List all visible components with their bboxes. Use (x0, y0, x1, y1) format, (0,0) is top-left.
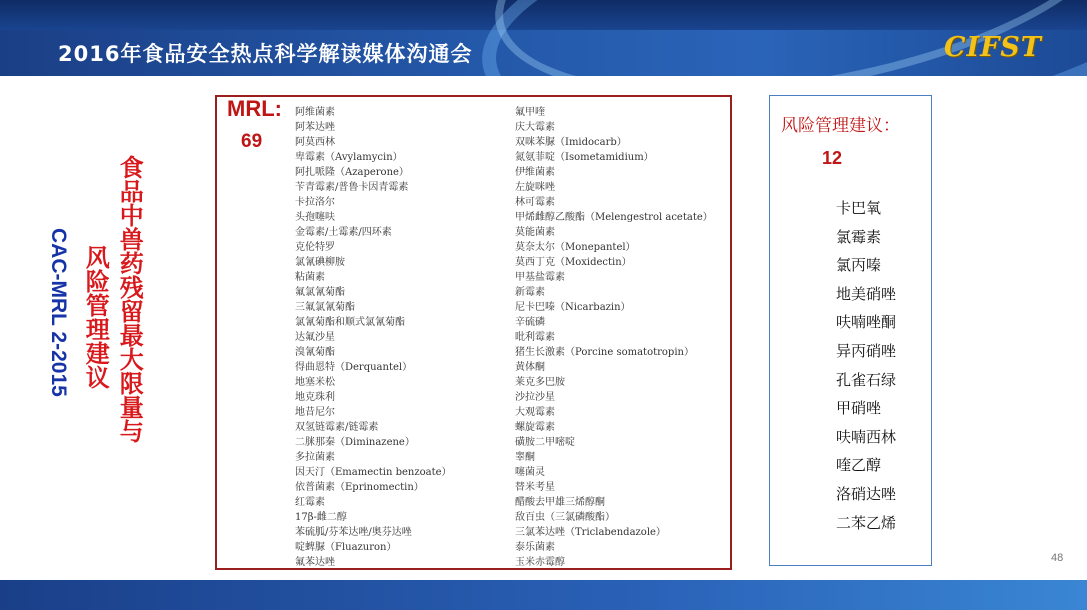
mrl-item: 阿莫西林 (295, 137, 335, 148)
standard-code-title: CAC-MRL 2-2015 (47, 228, 70, 397)
mrl-item: 伊维菌素 (515, 167, 555, 178)
mrl-item: 庆大霉素 (515, 122, 555, 133)
risk-advice-item: 氯丙嗪 (836, 256, 882, 275)
header-title: 2016年食品安全热点科学解读媒体沟通会 (58, 42, 473, 66)
risk-advice-item: 甲硝唑 (836, 399, 882, 418)
mrl-item: 莱克多巴胺 (515, 377, 565, 388)
mrl-item: 黄体酮 (515, 362, 545, 373)
mrl-item: 甲烯雌醇乙酸酯（Melengestrol acetate） (515, 212, 713, 223)
mrl-item: 克伦特罗 (295, 242, 335, 253)
mrl-item: 地克珠利 (295, 392, 335, 403)
mrl-item: 猪生长激素（Porcine somatotropin） (515, 347, 694, 358)
mrl-item: 沙拉沙星 (515, 392, 555, 403)
mrl-item: 吡利霉素 (515, 332, 555, 343)
mrl-item: 磺胺二甲嘧啶 (515, 437, 575, 448)
mrl-item: 红霉素 (295, 497, 325, 508)
mrl-item: 玉米赤霉醇 (515, 557, 565, 568)
mrl-item: 氮氨菲啶（Isometamidium） (515, 152, 654, 163)
slide-title-line1: 食品中兽药残留最大限量与 (115, 155, 144, 443)
risk-advice-count: 12 (822, 148, 843, 168)
footer-banner (0, 580, 1087, 610)
slide-title-line2: 风险管理建议 (81, 245, 110, 389)
mrl-column-1 (295, 105, 452, 570)
mrl-item: 达氟沙星 (295, 332, 335, 343)
mrl-item: 依普菌素（Eprinomectin） (295, 482, 424, 493)
mrl-column-2 (515, 105, 713, 570)
mrl-item: 三氟氯氰菊酯 (295, 302, 355, 313)
cifst-logo: CIFST (944, 32, 1042, 63)
mrl-item: 大观霉素 (515, 407, 555, 418)
mrl-item: 三氯苯达唑（Triclabendazole） (515, 527, 666, 538)
risk-advice-item: 卡巴氧 (836, 199, 882, 217)
mrl-item: 敌百虫（三氯磷酸酯） (515, 512, 615, 523)
risk-advice-item: 氯霉素 (836, 227, 882, 246)
mrl-item: 多拉菌素 (295, 452, 335, 463)
risk-advice-item: 呋喃唑酮 (836, 313, 897, 332)
mrl-item: 氟甲喹 (515, 107, 545, 118)
mrl-item: 新霉素 (515, 287, 545, 298)
mrl-item: 甲基盐霉素 (515, 272, 565, 283)
mrl-item: 醋酸去甲雄三烯醇酮 (515, 497, 605, 508)
mrl-count: 69 (241, 131, 263, 152)
mrl-item: 苯硫胍/芬苯达唑/奥芬达唑 (295, 527, 412, 538)
mrl-item: 莫奈太尔（Monepantel） (515, 242, 636, 253)
mrl-item: 氟氯氰菊酯 (295, 287, 345, 298)
mrl-item: 卑霉素（Avylamycin） (295, 152, 403, 163)
mrl-item: 氯氰碘柳胺 (295, 257, 345, 268)
mrl-item: 苄青霉素/普鲁卡因青霉素 (295, 182, 409, 193)
risk-advice-title: 风险管理建议： (781, 116, 900, 136)
mrl-item: 17β-雌二醇 (295, 512, 347, 523)
mrl-item: 粘菌素 (295, 272, 325, 283)
mrl-item: 螺旋霉素 (515, 422, 555, 433)
footer-light-streak (0, 580, 1087, 610)
mrl-item: 阿苯达唑 (295, 122, 335, 133)
mrl-item: 辛硫磷 (515, 317, 545, 328)
mrl-item: 二脒那秦（Diminazene） (295, 437, 415, 448)
mrl-item: 尼卡巴嗪（Nicarbazin） (515, 302, 631, 313)
mrl-item: 氯氰菊酯和顺式氯氰菊酯 (295, 317, 405, 328)
risk-advice-item: 喹乙醇 (836, 456, 882, 475)
mrl-item: 地昔尼尔 (295, 407, 335, 418)
mrl-item: 阿维菌素 (295, 107, 335, 118)
mrl-item: 头孢噻呋 (295, 212, 335, 223)
mrl-item: 氟苯达唑 (295, 557, 335, 568)
mrl-label: MRL: (227, 96, 282, 121)
mrl-item: 金霉素/土霉素/四环素 (295, 227, 392, 238)
mrl-item: 睾酮 (515, 452, 535, 463)
mrl-item: 替米考星 (515, 482, 555, 493)
mrl-item: 泰乐菌素 (515, 542, 555, 553)
risk-advice-item: 二苯乙烯 (836, 513, 897, 532)
risk-advice-item: 洛硝达唑 (836, 484, 897, 503)
mrl-item: 林可霉素 (515, 197, 555, 208)
risk-advice-item: 呋喃西林 (836, 427, 897, 446)
page-number: 48 (1051, 552, 1064, 564)
mrl-item: 卡拉洛尔 (295, 197, 335, 208)
mrl-item: 地塞米松 (295, 377, 335, 388)
risk-advice-list (836, 194, 896, 537)
risk-advice-item: 异丙硝唑 (836, 341, 897, 360)
risk-advice-item: 地美硝唑 (836, 284, 897, 303)
mrl-item: 左旋咪唑 (515, 182, 555, 193)
mrl-item: 莫能菌素 (515, 227, 555, 238)
mrl-item: 噻菌灵 (515, 467, 545, 478)
mrl-item: 莫西丁克（Moxidectin） (515, 257, 632, 268)
mrl-item: 因天汀（Emamectin benzoate） (295, 467, 452, 478)
mrl-item: 溴氰菊酯 (295, 347, 335, 358)
mrl-item: 阿扎哌隆（Azaperone） (295, 167, 409, 178)
mrl-item: 得曲恩特（Derquantel） (295, 362, 413, 373)
mrl-item: 双咪苯脲（Imidocarb） (515, 137, 627, 148)
risk-advice-item: 孔雀石绿 (836, 370, 897, 389)
mrl-item: 啶蜱脲（Fluazuron） (295, 542, 397, 553)
mrl-item: 双氢链霉素/链霉素 (295, 422, 379, 433)
